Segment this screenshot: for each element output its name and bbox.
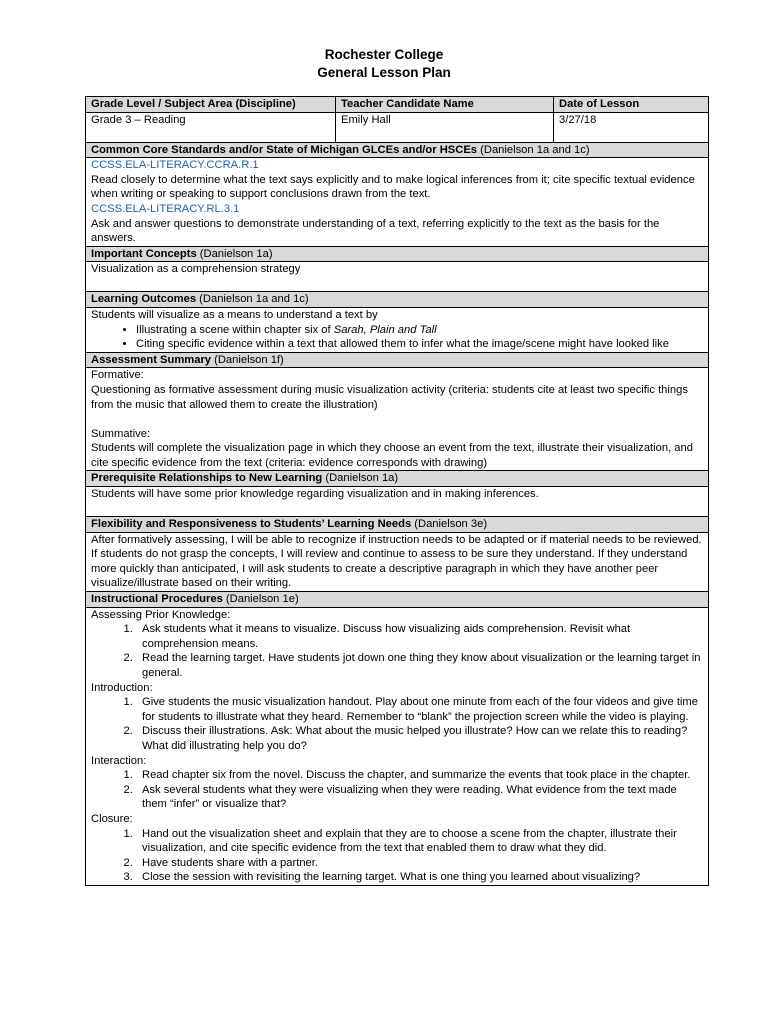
assessment-body-row (86, 368, 709, 471)
concepts-header-row (86, 246, 709, 262)
procedures-heading (86, 592, 709, 608)
date-value: 3/27/18 (554, 112, 709, 142)
grade-level-value: Grade 3 – Reading (86, 112, 336, 142)
standards-danielson: (Danielson 1a and 1c) (480, 143, 590, 156)
formative-label: Formative: (91, 369, 144, 382)
standards-body (86, 158, 709, 247)
procedure-section-label: Introduction: (91, 681, 153, 694)
grade-level-label: Grade Level / Subject Area (Discipline) (86, 97, 336, 113)
outcomes-heading (86, 292, 709, 308)
procedure-section-label: Assessing Prior Knowledge: (91, 608, 231, 621)
concepts-danielson: (Danielson 1a) (199, 247, 273, 260)
spacer (91, 412, 703, 427)
standard-text: Ask and answer questions to demonstrate understanding of a text, referring explicitly to the text as the basis for the answers. (91, 217, 660, 245)
procedure-steps (91, 768, 703, 812)
procedures-body (86, 607, 709, 885)
procedure-section-label: Interaction: (91, 754, 147, 767)
flex-body-row (86, 532, 709, 591)
standards-body-row (86, 158, 709, 247)
summative-text: Students will complete the visualization page in which they choose an event from the text, illustrate their visualization, and cite specific evidence from the text (criteria: evidence corresponds with drawing) (91, 442, 693, 469)
standard-code-link[interactable]: CCSS.ELA-LITERACY.CCRA.R.1 (91, 159, 259, 172)
standards-header-row (86, 142, 709, 158)
prereq-body-row (86, 487, 709, 517)
prereq-heading-text: Prerequisite Relationships to New Learning (91, 472, 323, 485)
list-item: 1. Read chapter six from the novel. Discuss the chapter, and summarize the events that took place in the chapter. (136, 768, 703, 783)
concepts-heading (86, 246, 709, 262)
prereq-danielson: (Danielson 1a) (325, 472, 399, 485)
procedures-heading-text: Instructional Procedures (91, 593, 223, 606)
outcomes-body-row (86, 307, 709, 352)
standard-code-link[interactable]: CCSS.ELA-LITERACY.RL.3.1 (91, 202, 240, 215)
assessment-header-row (86, 352, 709, 368)
outcomes-body (86, 307, 709, 352)
procedures-body-row (86, 607, 709, 885)
list-item: 2. Ask several students what they were visualizing when they were reading. What evidence from the text made them “infer” or visualize that? (136, 783, 703, 812)
flex-heading (86, 517, 709, 533)
list-item: 1. Hand out the visualization sheet and explain that they are to choose a scene from the chapter, illustrate their visualization, and cite specific evidence from the text that enabled them to draw what they did. (136, 827, 703, 856)
procedure-steps (91, 622, 703, 680)
outcomes-danielson: (Danielson 1a and 1c) (199, 293, 309, 306)
outcomes-list (91, 323, 703, 352)
list-item: 2. Discuss their illustrations. Ask: What about the music helped you illustrate? How can we relate this to reading? What did illustrating help you do? (136, 724, 703, 753)
list-item: 2. Have students share with a partner. (136, 856, 703, 871)
formative-text: Questioning as formative assessment during music visualization activity (criteria: students cite at least two specific things from the music that allowed them to create the illustration) (91, 383, 688, 411)
standards-heading (86, 142, 709, 158)
flex-body: After formatively assessing, I will be able to recognize if instruction needs to be adapted or if material needs to be reviewed. If students do not grasp the concepts, I will review and continue to assess to be sure they understand. If they understand more quickly than anticipated, I will ask students to create a descriptive paragraph in which they have another peer visualize/illustrate based on their writing. (86, 532, 709, 591)
outcome-text: Illustrating a scene within chapter six of (136, 323, 331, 336)
flex-header-row (86, 517, 709, 533)
assessment-danielson: (Danielson 1f) (214, 353, 284, 366)
summative-label: Summative: (91, 427, 151, 440)
assessment-heading (86, 352, 709, 368)
standard-text: Read closely to determine what the text says explicitly and to make logical inferences from it; cite specific textual evidence when writing or speaking to support conclusions drawn from the text. (91, 173, 695, 201)
outcomes-heading-text: Learning Outcomes (91, 293, 197, 306)
standards-heading-text: Common Core Standards and/or State of Michigan GLCEs and/or HSCEs (91, 143, 478, 156)
prereq-body: Students will have some prior knowledge regarding visualization and in making inferences. (86, 487, 709, 517)
procedure-steps (91, 695, 703, 753)
list-item: 3. Close the session with revisiting the learning target. What is one thing you learned about visualizing? (136, 870, 703, 885)
list-item (136, 323, 703, 338)
page-header (0, 46, 768, 82)
info-value-row (86, 112, 709, 142)
list-item: 1. Give students the music visualization handout. Play about one minute from each of the four videos and give time for students to illustrate what they heard. Remember to “blank” the projection screen while the video is playing. (136, 695, 703, 724)
document-title: General Lesson Plan (317, 65, 451, 80)
flex-danielson: (Danielson 3e) (414, 518, 488, 531)
assessment-body (86, 368, 709, 471)
teacher-name-label: Teacher Candidate Name (336, 97, 554, 113)
college-name: Rochester College (324, 47, 444, 62)
assessment-heading-text: Assessment Summary (91, 353, 212, 366)
procedure-steps (91, 827, 703, 885)
teacher-name-value: Emily Hall (336, 112, 554, 142)
concepts-heading-text: Important Concepts (91, 247, 197, 260)
procedures-danielson: (Danielson 1e) (225, 593, 299, 606)
list-item: • Citing specific evidence within a text that allowed them to infer what the image/scene might have looked like (136, 337, 703, 352)
date-label: Date of Lesson (554, 97, 709, 113)
lesson-plan-table (85, 96, 709, 886)
prereq-header-row (86, 471, 709, 487)
prereq-heading (86, 471, 709, 487)
outcomes-header-row (86, 292, 709, 308)
info-header-row (86, 97, 709, 113)
book-title: Sarah, Plain and Tall (333, 323, 437, 336)
outcomes-intro: Students will visualize as a means to understand a text by (91, 308, 378, 321)
list-item: 1. Ask students what it means to visualize. Discuss how visualizing aids comprehension. Revisit what comprehension means. (136, 622, 703, 651)
concepts-body-row (86, 262, 709, 292)
procedure-section-label: Closure: (91, 812, 133, 825)
list-item: 2. Read the learning target. Have students jot down one thing they know about visualization or the learning target in general. (136, 651, 703, 680)
procedures-header-row (86, 592, 709, 608)
concepts-body: Visualization as a comprehension strategy (86, 262, 709, 292)
flex-heading-text: Flexibility and Responsiveness to Students’ Learning Needs (91, 518, 412, 531)
